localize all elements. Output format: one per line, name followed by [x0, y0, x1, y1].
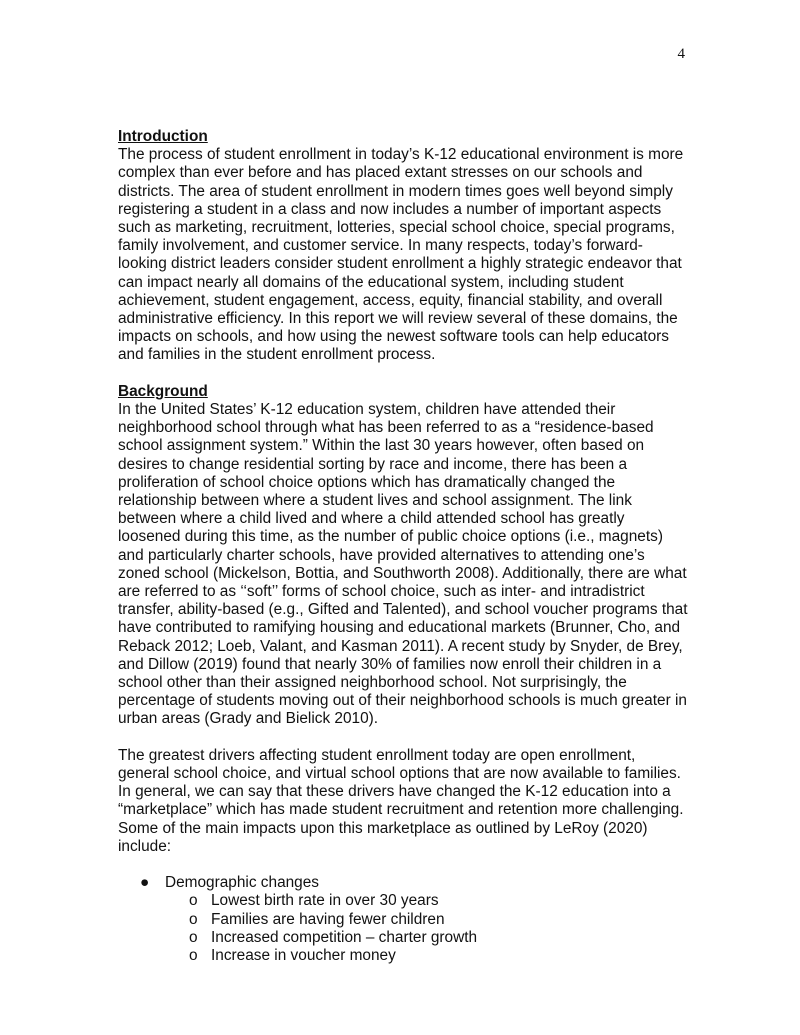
sub-bullet-icon: o: [189, 892, 198, 910]
sub-list-item: [165, 929, 690, 947]
list-item: [118, 874, 690, 965]
background-paragraph-1: In the United States’ K-12 education system, children have attended their neighborhood school through what has been referred to as a “residence-based school assignment system.” Within the last 30 years however, often based on desires to change residential sorting by race and income, there has been a proliferation of school choice options which has dramatically changed the relationship between where a student lives and school assignment. The link between where a child lived and where a child attended school has greatly loosened during this time, as the number of public choice options (i.e., magnets) and particularly charter schools, have provided alternatives to attending one’s zoned school (Mickelson, Bottia, and Southworth 2008). Additionally, there are what are referred to as ‘‘soft’’ forms of school choice, such as inter- and intradistrict transfer, ability-based (e.g., Gifted and Talented), and school voucher programs that have contributed to ramifying housing and educational markets (Brunner, Cho, and Reback 2012; Loeb, Valant, and Kasman 2011). A recent study by Snyder, de Brey, and Dillow (2019) found that nearly 30% of families now enroll their children in a school other than their assigned neighborhood school. Not surprisingly, the percentage of students moving out of their neighborhood schools is much greater in urban areas (Grady and Bielick 2010).: [118, 401, 688, 728]
introduction-heading: Introduction: [118, 128, 208, 145]
sub-list: [165, 892, 690, 965]
sub-list-item-label: Families are having fewer children: [211, 910, 445, 928]
page-number: 4: [677, 46, 685, 62]
impacts-list: [118, 874, 690, 965]
sub-bullet-icon: o: [189, 910, 198, 928]
background-paragraph-2: The greatest drivers affecting student enrollment today are open enrollment, general school choice, and virtual school options that are now available to families. In general, we can say that these drivers have changed the K-12 education into a “marketplace” which has made student recruitment and retention more challenging. Some of the main impacts upon this marketplace as outlined by LeRoy (2020) include:: [118, 746, 684, 855]
sub-list-item-label: Increased competition – charter growth: [211, 928, 478, 946]
sub-bullet-icon: o: [189, 947, 198, 965]
paragraph-gap: [118, 729, 690, 747]
list-item-label: Demographic changes: [165, 874, 319, 892]
paragraph-gap: [118, 365, 690, 383]
introduction-paragraph: The process of student enrollment in today’s K-12 educational environment is more complex than ever before and has placed extant stresses on our schools and districts. The area of student enrollment in modern times goes well beyond simply registering a student in a class and now includes a number of important aspects such as marketing, recruitment, lotteries, special school choice, special programs, family involvement, and customer service. In many respects, today’s forward-looking district leaders consider student enrollment a highly strategic endeavor that can impact nearly all domains of the educational system, including student achievement, student engagement, access, equity, financial stability, and overall administrative efficiency. In this report we will review several of these domains, the impacts on schools, and how using the newest software tools can help educators and families in the student enrollment process.: [118, 146, 684, 364]
sub-list-item: [165, 892, 690, 910]
sub-list-item: [165, 947, 690, 965]
paragraph-gap: [118, 856, 690, 874]
sub-list-item-label: Lowest birth rate in over 30 years: [211, 892, 439, 910]
document-body: [118, 128, 690, 965]
sub-list-item-label: Increase in voucher money: [211, 947, 396, 965]
background-heading: Background: [118, 382, 208, 400]
sub-bullet-icon: o: [189, 928, 198, 946]
bullet-icon: ●: [140, 874, 150, 892]
sub-list-item: [165, 911, 690, 929]
